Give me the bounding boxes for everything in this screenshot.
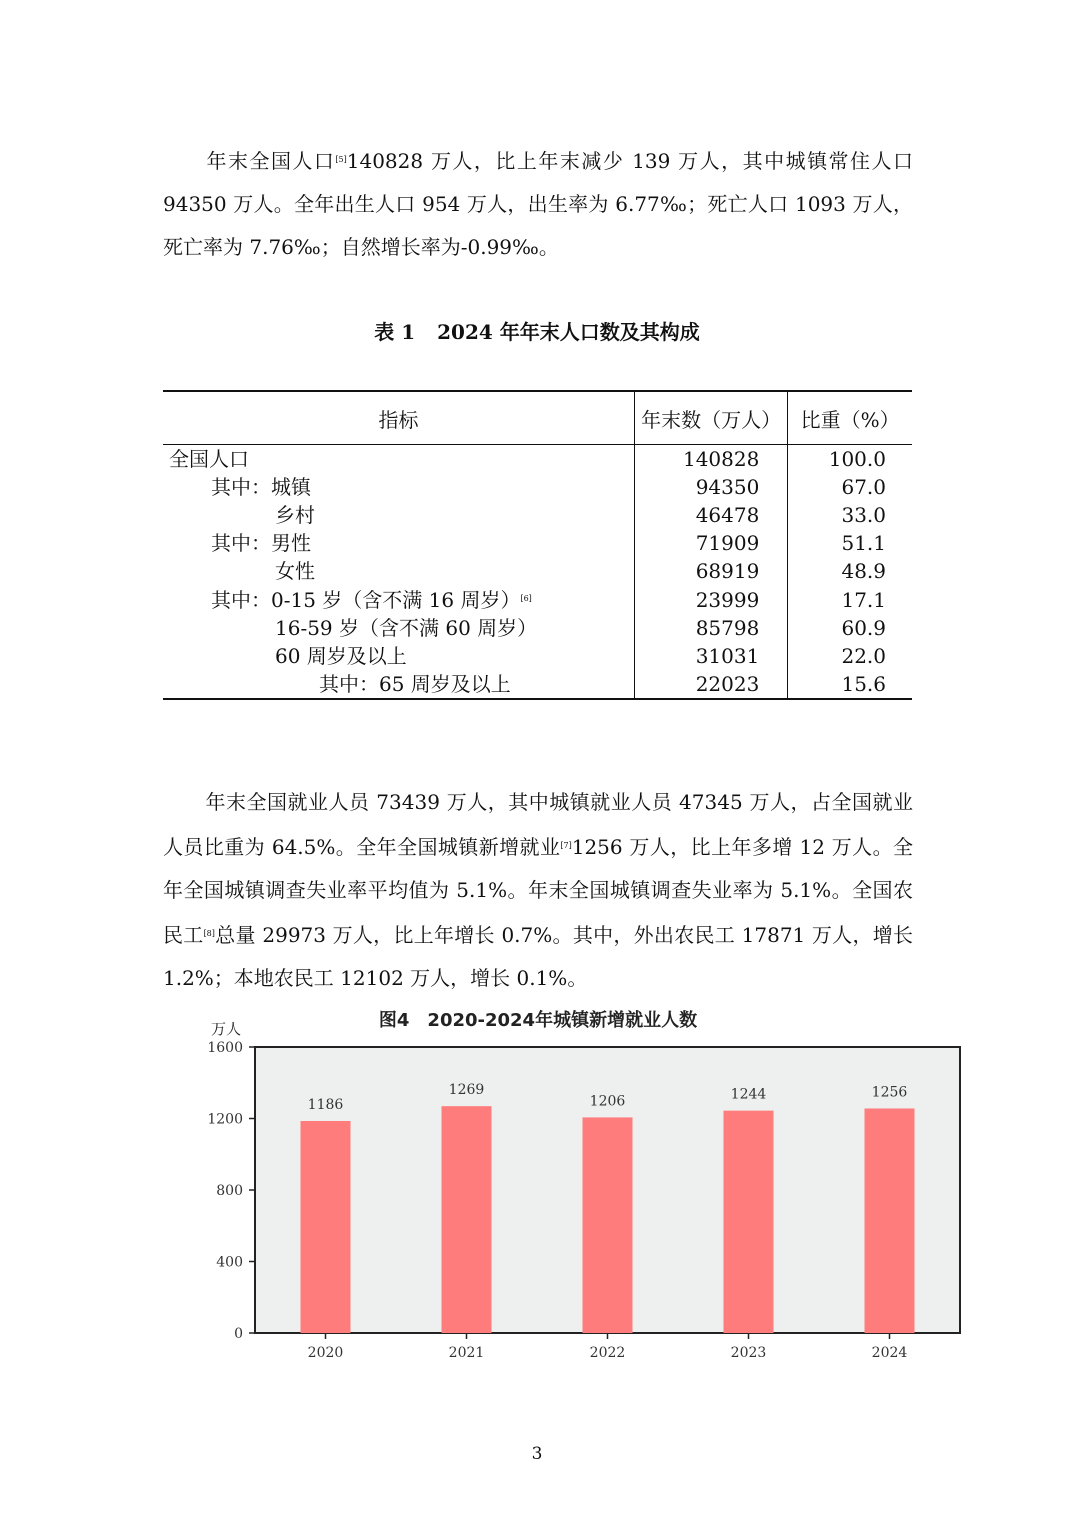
- y-tick-label: 1600: [207, 1040, 243, 1056]
- chart-title: 图4 2020-2024年城镇新增就业人数: [378, 1010, 698, 1031]
- data-label-2024: 1256: [871, 1084, 908, 1101]
- row-value: 94350: [634, 473, 787, 501]
- table-row: [163, 642, 912, 670]
- footnote-ref-8[interactable]: [8]: [203, 929, 215, 938]
- row-pct: 67.0: [841, 475, 886, 499]
- row-value: 85798: [634, 614, 787, 642]
- table-row: [163, 670, 912, 699]
- population-table: [163, 390, 912, 700]
- table-row: [163, 557, 912, 585]
- row-label: 女性: [163, 557, 634, 585]
- y-tick-label: 800: [216, 1183, 243, 1199]
- row-value: 23999: [634, 585, 787, 614]
- data-label-2021: 1269: [448, 1082, 485, 1099]
- header-year-end: 年末数（万人）: [634, 391, 787, 445]
- table-row: [163, 445, 912, 474]
- row-pct: 60.9: [841, 616, 886, 640]
- row-label: 16-59 岁（含不满 60 周岁）: [163, 614, 634, 642]
- x-tick-label-2020: 2020: [307, 1345, 344, 1361]
- employment-text-1: 年末全国就业人员 73439 万人，其中城镇就业人员 47345 万人，占全国就业人员比重为 64.5%。全年全国城镇新增就业: [163, 790, 913, 859]
- y-tick-label: 400: [216, 1254, 243, 1271]
- row-value: 22023: [634, 670, 787, 699]
- row-label: 其中：男性: [163, 529, 634, 557]
- x-tick-label-2024: 2024: [871, 1345, 908, 1361]
- table-row: [163, 585, 912, 614]
- bar-2021: [442, 1106, 492, 1333]
- bar-2020: [301, 1121, 351, 1333]
- row-pct: 100.0: [828, 447, 886, 471]
- population-text-1: 年末全国人口: [205, 149, 336, 173]
- data-label-2020: 1186: [307, 1097, 344, 1114]
- table-header-row: [163, 391, 912, 445]
- row-pct: 33.0: [841, 503, 886, 527]
- y-axis-unit: 万人: [210, 1020, 242, 1038]
- row-label-cell: [163, 585, 634, 614]
- x-tick-label-2021: 2021: [448, 1345, 485, 1361]
- table-title: [0, 316, 1074, 345]
- x-tick-label-2022: 2022: [589, 1345, 626, 1361]
- table-row: [163, 501, 912, 529]
- row-pct: 15.6: [788, 670, 912, 699]
- employment-text-2: 1256 万人，比上年多增 12 万人。全年全国城镇调查失业率平均值为 5.1%。年末全国城镇调查失业率为 5.1%。全国农民工: [163, 835, 913, 947]
- bar-2023: [724, 1111, 774, 1333]
- employment-text-3: 总量 29973 万人，比上年增长 0.7%。其中，外出农民工 17871 万人，增长 1.2%；本地农民工 12102 万人，增长 0.1%。: [163, 923, 914, 990]
- population-text-2: 140828 万人，比上年末减少 139 万人，其中城镇常住人口 94350 万人。全年出生人口 954 万人，出生率为 6.77‰；死亡人口 1093 万人，死亡率为 7.76‰；自然增长率为-0.99‰。: [163, 149, 914, 259]
- row-pct: 22.0: [841, 644, 886, 668]
- chart-svg: [178, 1000, 908, 1370]
- table-number: 表 1: [374, 320, 416, 344]
- footnote-ref-6[interactable]: [6]: [520, 594, 532, 603]
- x-tick-label-2023: 2023: [730, 1345, 767, 1361]
- row-pct: 51.1: [841, 531, 886, 555]
- y-tick-label: 0: [234, 1326, 243, 1342]
- row-value: 71909: [634, 529, 787, 557]
- data-label-2023: 1244: [730, 1086, 767, 1103]
- footnote-ref-7[interactable]: [7]: [560, 841, 572, 850]
- bar-2024: [865, 1108, 915, 1333]
- header-indicator: 指标: [163, 391, 634, 445]
- table-row: [163, 614, 912, 642]
- row-pct: 17.1: [841, 587, 886, 612]
- page-number: 3: [531, 1444, 543, 1464]
- table-title-text: 2024 年年末人口数及其构成: [437, 320, 700, 344]
- row-value: 140828: [634, 445, 787, 474]
- bar-2022: [583, 1117, 633, 1333]
- y-axis-ticks: [207, 1040, 255, 1342]
- row-label: 乡村: [163, 501, 634, 529]
- row-label: 其中：0-15 岁（含不满 16 周岁）: [211, 588, 521, 612]
- row-label: 其中：城镇: [163, 473, 634, 501]
- population-paragraph: [163, 138, 913, 269]
- employment-chart: [178, 1000, 908, 1370]
- table-row: [163, 473, 912, 501]
- header-share: 比重（%）: [788, 391, 912, 445]
- x-axis-ticks: [308, 1333, 908, 1361]
- y-tick-label: 1200: [207, 1111, 243, 1128]
- row-value: 68919: [634, 557, 787, 585]
- row-label: 60 周岁及以上: [163, 642, 634, 670]
- row-value: 46478: [634, 501, 787, 529]
- employment-paragraph: [163, 781, 913, 1000]
- data-label-2022: 1206: [589, 1093, 626, 1110]
- row-value: 31031: [634, 642, 787, 670]
- row-pct: 48.9: [841, 559, 886, 583]
- row-label: 全国人口: [163, 445, 634, 474]
- table-row: [163, 529, 912, 557]
- row-label: 其中：65 周岁及以上: [163, 670, 634, 699]
- footnote-ref-5[interactable]: [5]: [335, 155, 347, 164]
